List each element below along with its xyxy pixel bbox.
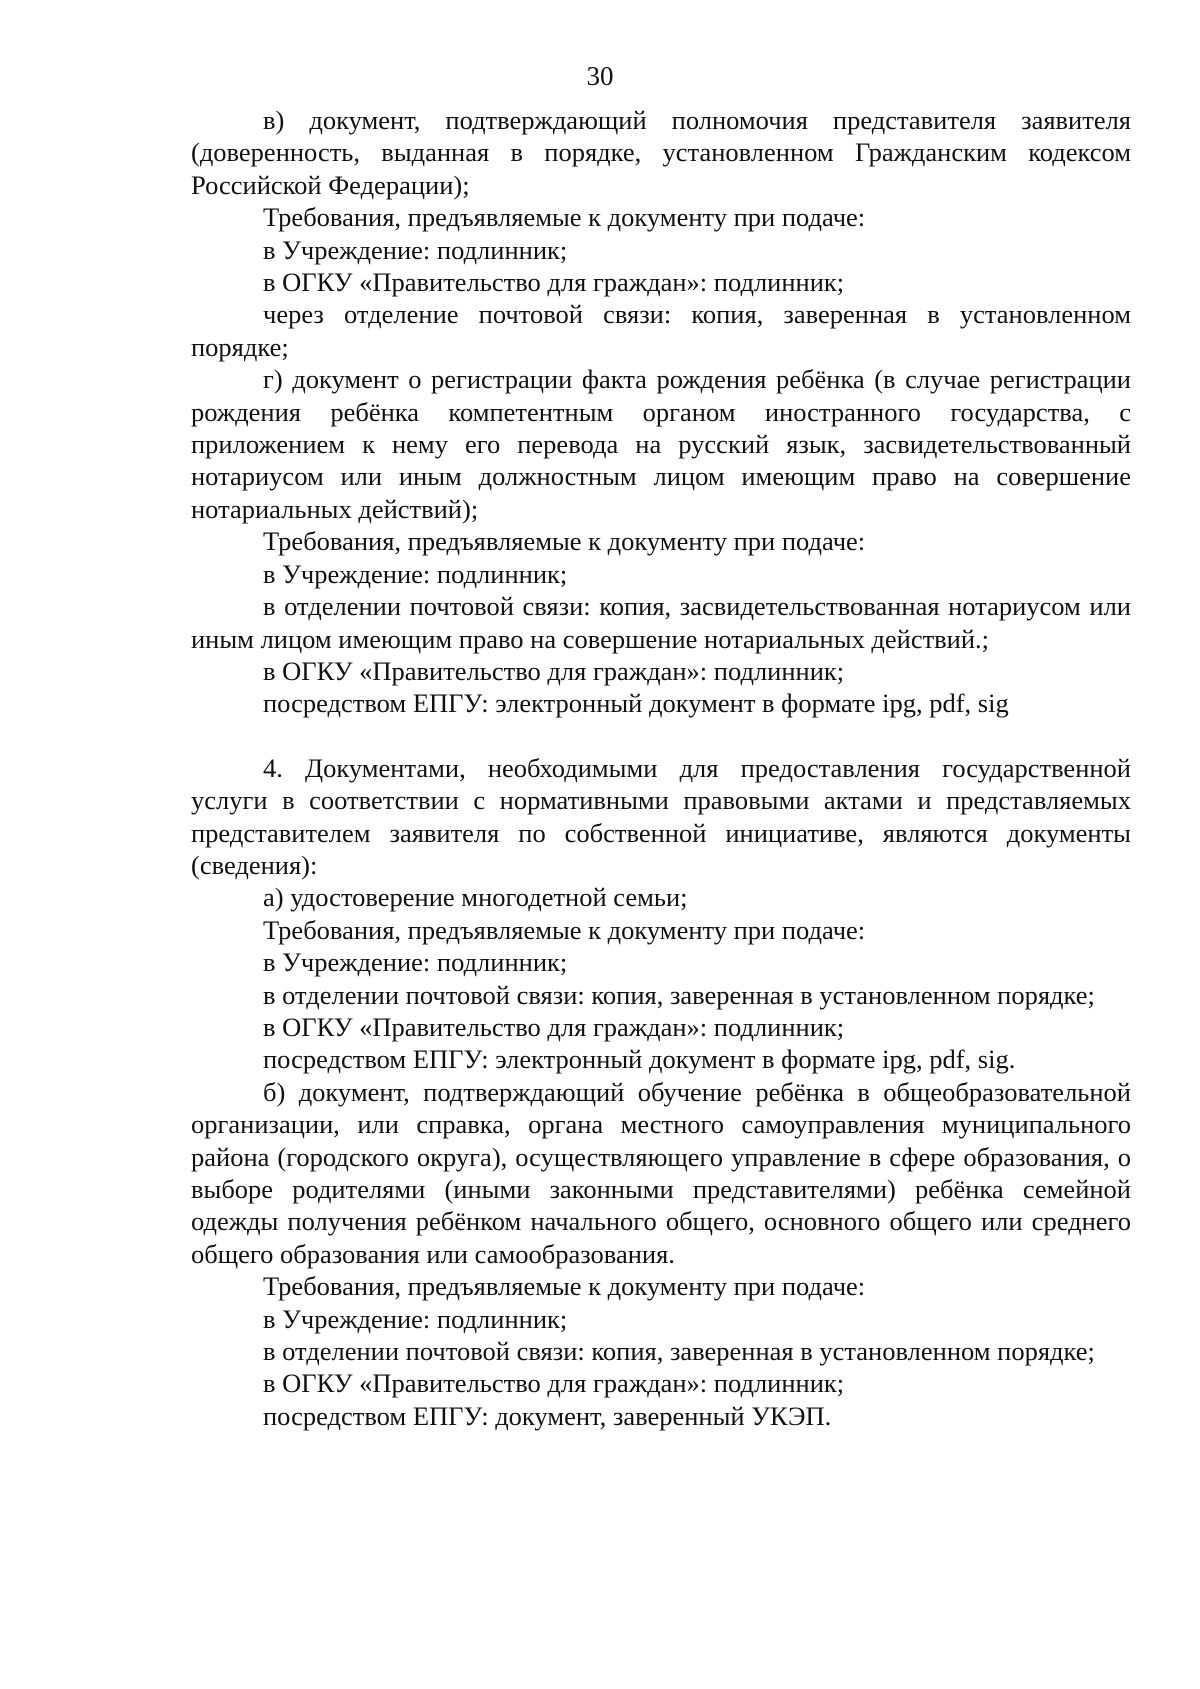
paragraph-ogku-original: в ОГКУ «Правительство для граждан»: подлинник; xyxy=(263,1011,845,1042)
paragraph-institution-original: в Учреждение: подлинник; xyxy=(263,558,568,589)
section-spacer xyxy=(191,720,1131,752)
paragraph-institution-original: в Учреждение: подлинник; xyxy=(263,234,568,265)
paragraph-requirements-heading: Требования, предъявляемые к документу при подаче: xyxy=(263,202,866,233)
paragraph-post-office-copy: через отделение почтовой связи: копия, заверенная в установленном порядке; xyxy=(191,299,1131,362)
document-body xyxy=(191,104,1131,1432)
paragraph-ogku-original: в ОГКУ «Правительство для граждан»: подлинник; xyxy=(263,655,845,686)
paragraph-ogku-original: в ОГКУ «Правительство для граждан»: подлинник; xyxy=(263,267,845,298)
paragraph-section-4-documents: 4. Документами, необходимыми для предоставления государственной услуги в соответствии с нормативными правовыми актами и представляемых представителем заявителя по собственной инициативе, являются документы (сведения): xyxy=(191,752,1131,880)
paragraph-post-office-notarized-copy: в отделении почтовой связи: копия, засвидетельствованная нотариусом или иным лицом имеющим право на совершение нотариальных действий.; xyxy=(191,591,1131,654)
paragraph-item-a-large-family-certificate: а) удостоверение многодетной семьи; xyxy=(263,882,688,913)
paragraph-post-office-copy: в отделении почтовой связи: копия, заверенная в установленном порядке; xyxy=(263,1336,1095,1367)
paragraph-post-office-copy: в отделении почтовой связи: копия, заверенная в установленном порядке; xyxy=(263,979,1095,1010)
paragraph-epgu-signed-document: посредством ЕПГУ: документ, заверенный УКЭП. xyxy=(263,1400,832,1431)
paragraph-epgu-electronic-document: посредством ЕПГУ: электронный документ в формате ipg, pdf, sig xyxy=(263,688,1009,719)
paragraph-institution-original: в Учреждение: подлинник; xyxy=(263,947,568,978)
page-number: 30 xyxy=(586,61,614,91)
paragraph-item-v-power-of-attorney: в) документ, подтверждающий полномочия представителя заявителя (доверенность, выданная в порядке, установленном Гражданским кодексом Российской Федерации); xyxy=(191,105,1131,200)
paragraph-requirements-heading: Требования, предъявляемые к документу при подаче: xyxy=(263,1271,866,1302)
paragraph-epgu-electronic-document: посредством ЕПГУ: электронный документ в формате ipg, pdf, sig. xyxy=(263,1044,1016,1075)
paragraph-requirements-heading: Требования, предъявляемые к документу при подаче: xyxy=(263,526,866,557)
paragraph-item-g-birth-registration: г) документ о регистрации факта рождения ребёнка (в случае регистрации рождения ребёнка компетентным органом иностранного государства, с приложением к нему его перевода на русский язык, засвидетельствованный нотариусом или иным должностным лицом имеющим право на совершение нотариальных действий); xyxy=(191,364,1131,524)
paragraph-requirements-heading: Требования, предъявляемые к документу при подаче: xyxy=(263,914,866,945)
paragraph-institution-original: в Учреждение: подлинник; xyxy=(263,1303,568,1334)
paragraph-item-b-education-document: б) документ, подтверждающий обучение ребёнка в общеобразовательной организации, или справка, органа местного самоуправления муниципального района (городского округа), осуществляющего управление в сфере образования, о выборе родителями (иными законными представителями) ребёнка семейной одежды получения ребёнком начального общего, основного общего или среднего общего образования или самообразования. xyxy=(191,1076,1131,1269)
paragraph-ogku-original: в ОГКУ «Правительство для граждан»: подлинник; xyxy=(263,1368,845,1399)
